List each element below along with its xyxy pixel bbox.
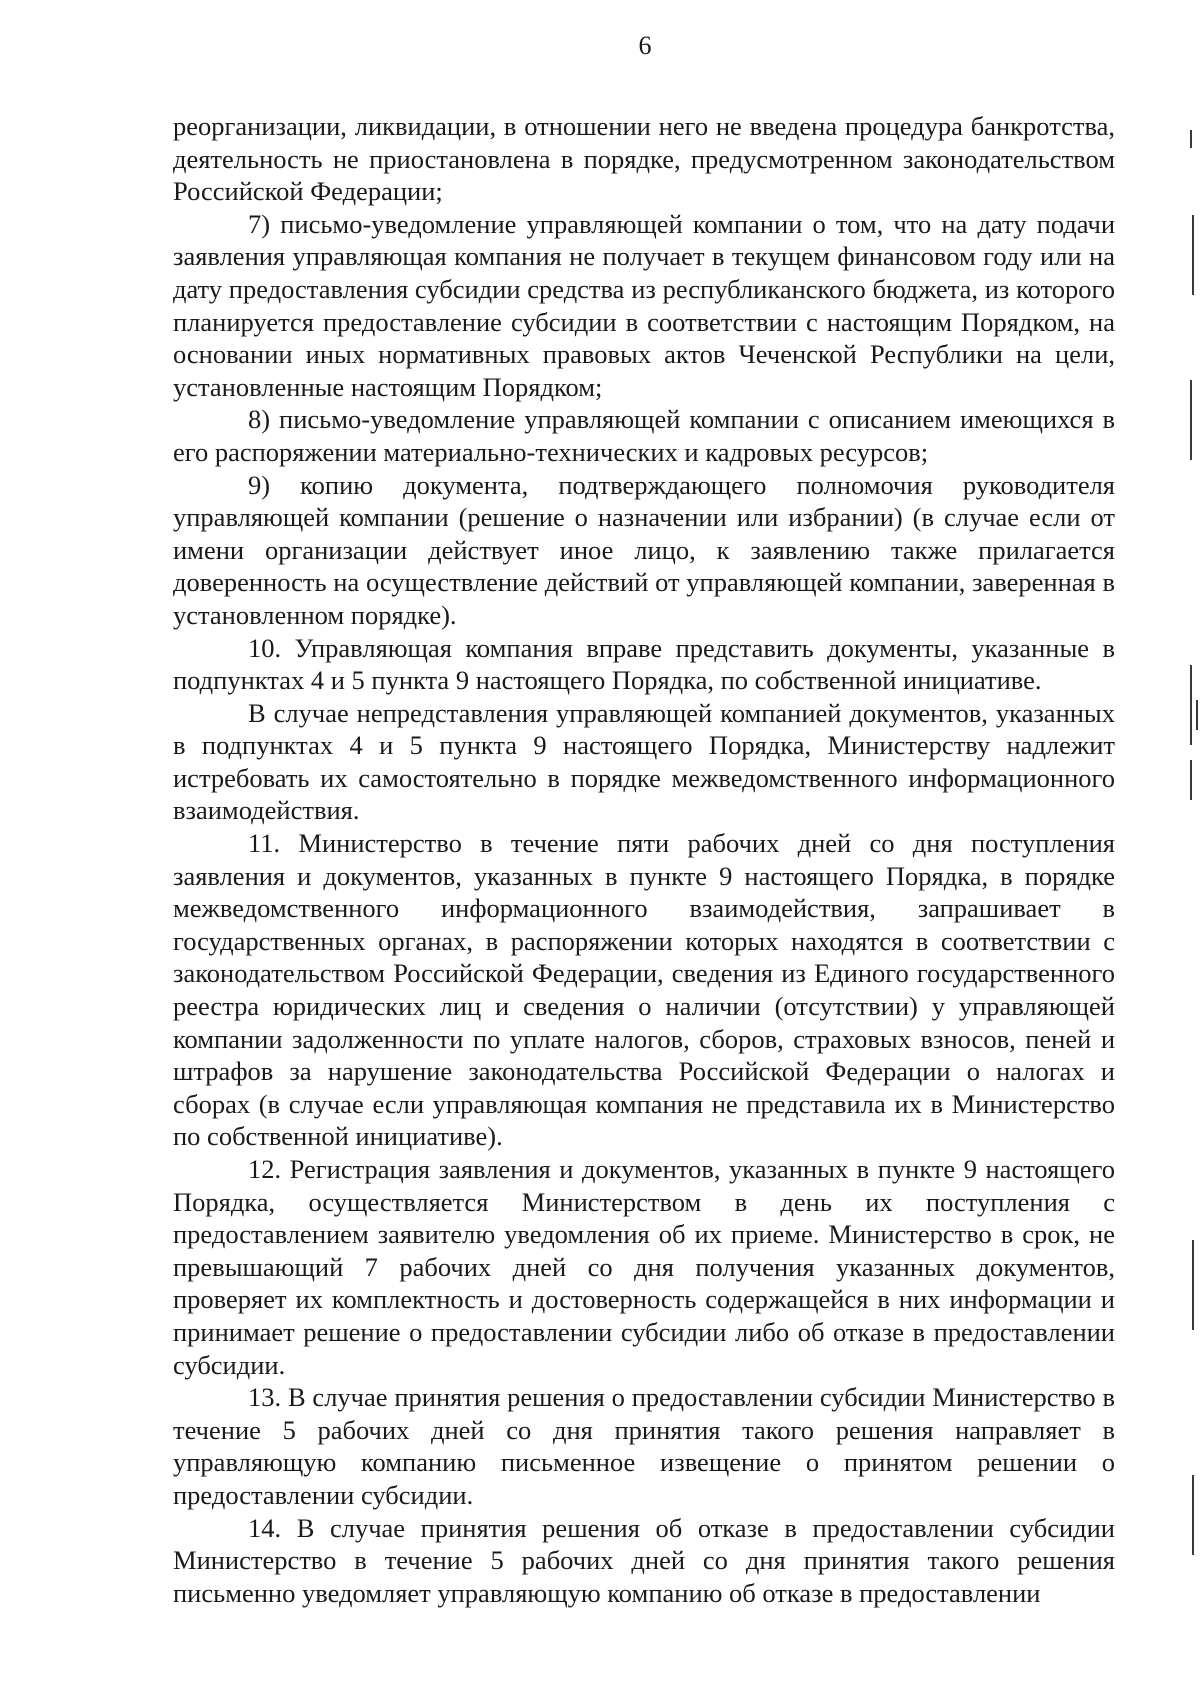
scan-edge-mark [1196, 700, 1198, 730]
document-body [173, 110, 1115, 1609]
paragraph-item-8: 8) письмо-уведомление управляющей компании с описанием имеющихся в его распоряжении материально-технических и кадровых ресурсов; [173, 404, 1115, 467]
paragraph-clause-12: 12. Регистрация заявления и документов, указанных в пункте 9 настоящего Порядка, осуществляется Министерством в день их поступления с предоставлением заявителю уведомления об их приеме. Министерство в срок, не превышающий 7 рабочих дней со дня получения указанных документов, проверяет их комплектность и достоверность содержащейся в них информации и принимает решение о предоставлении субсидии либо об отказе в предоставлении субсидии. [173, 1154, 1115, 1380]
scan-edge-mark [1192, 1475, 1194, 1555]
paragraph-item-7: 7) письмо-уведомление управляющей компании о том, что на дату подачи заявления управляющая компания не получает в текущем финансовом году или на дату предоставления субсидии средства из республиканского бюджета, из которого планируется предоставление субсидии в соответствии с настоящим Порядком, на основании иных нормативных правовых актов Чеченской Республики на цели, установленные настоящим Порядком; [173, 208, 1115, 402]
paragraph-clause-11: 11. Министерство в течение пяти рабочих дней со дня поступления заявления и документов, указанных в пункте 9 настоящего Порядка, в порядке межведомственного информационного взаимодействия, запрашивает в государственных органах, в распоряжении которых находятся в соответствии с законодательством Российской Федерации, сведения из Единого государственного реестра юридических лиц и сведения о наличии (отсутствии) у управляющей компании задолженности по уплате налогов, сборов, страховых взносов, пеней и штрафов за нарушение законодательства Российской Федерации о налогах и сборах (в случае если управляющая компания не представила их в Министерство по собственной инициативе). [173, 828, 1115, 1152]
scan-edge-mark [1192, 1240, 1194, 1330]
paragraph-continuation: реорганизации, ликвидации, в отношении него не введена процедура банкротства, деятельность не приостановлена в порядке, предусмотренном законодательством Российской Федерации; [173, 111, 1115, 207]
scan-edge-mark [1190, 380, 1192, 460]
scan-edge-mark [1190, 760, 1192, 800]
paragraph-clause-10: 10. Управляющая компания вправе представить документы, указанные в подпунктах 4 и 5 пункта 9 настоящего Порядка, по собственной инициативе. [173, 632, 1115, 696]
scan-edge-mark [1190, 130, 1192, 148]
scan-edge-mark [1190, 665, 1192, 745]
scan-edge-mark [1192, 215, 1194, 295]
paragraph-clause-13: 13. В случае принятия решения о предоставлении субсидии Министерство в течение 5 рабочих дней со дня принятия такого решения направляет в управляющую компанию письменное извещение о принятом решении о предоставлении субсидии. [173, 1382, 1115, 1510]
paragraph-clause-10-continued: В случае непредставления управляющей компанией документов, указанных в подпунктах 4 и 5 пункта 9 настоящего Порядка, Министерству надлежит истребовать их самостоятельно в порядке межведомственного информационного взаимодействия. [173, 697, 1115, 826]
page-number: 6 [638, 31, 652, 60]
paragraph-clause-14: 14. В случае принятия решения об отказе в предоставлении субсидии Министерство в течение 5 рабочих дней со дня принятия такого решения письменно уведомляет управляющую компанию об отказе в предоставлении [173, 1512, 1115, 1608]
paragraph-item-9: 9) копию документа, подтверждающего полномочия руководителя управляющей компании (решение о назначении или избрании) (в случае если от имени организации действует иное лицо, к заявлению также прилагается доверенность на осуществление действий от управляющей компании, заверенная в установленном порядке). [173, 469, 1115, 630]
